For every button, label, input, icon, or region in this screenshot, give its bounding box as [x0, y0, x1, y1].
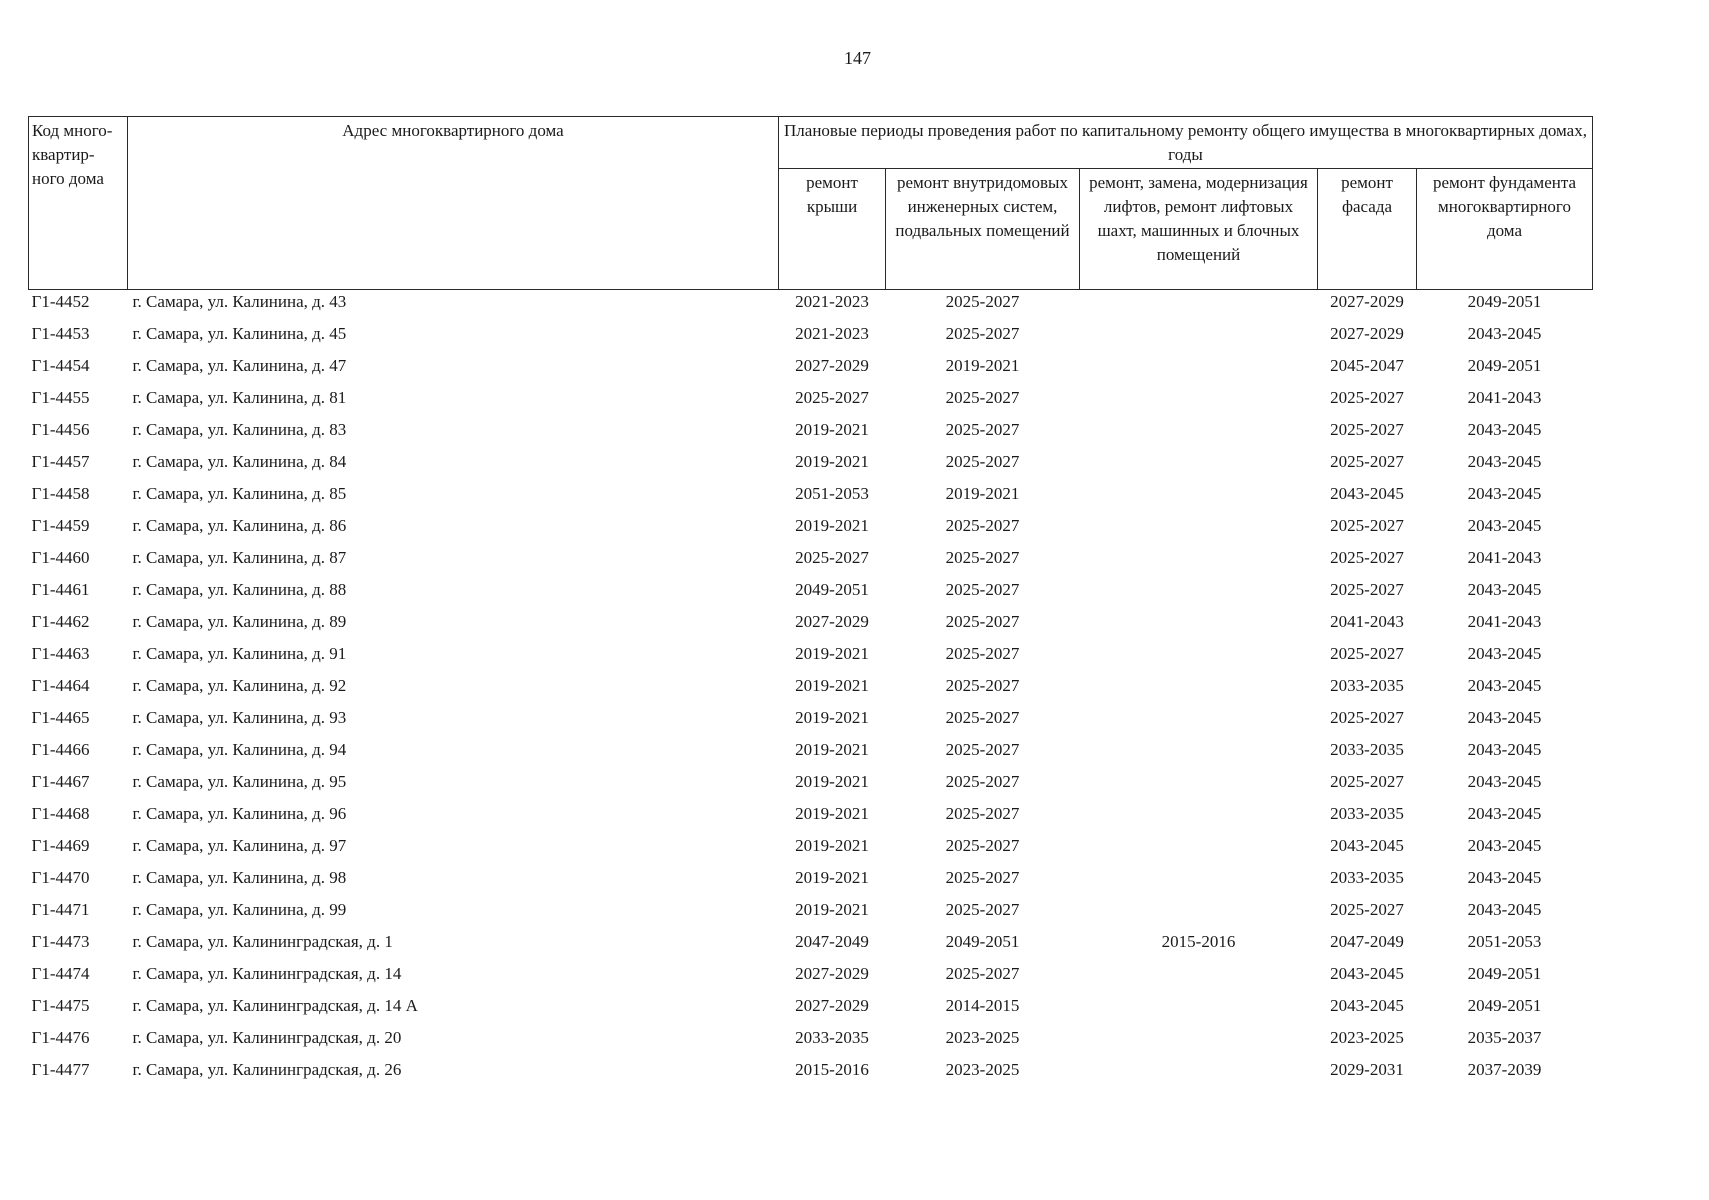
cell-foundation: 2043-2045 — [1467, 324, 1542, 343]
cell-foundation: 2041-2043 — [1467, 612, 1542, 631]
cell-code: Г1-4466 — [31, 740, 90, 759]
cell-address: г. Самара, ул. Калинина, д. 85 — [132, 484, 347, 503]
table-row — [29, 1026, 1593, 1058]
capital-repair-table — [28, 116, 1593, 1090]
cell-address: г. Самара, ул. Калинина, д. 89 — [132, 612, 347, 631]
cell-code: Г1-4471 — [31, 900, 90, 919]
cell-foundation: 2051-2053 — [1467, 932, 1542, 951]
cell-lifts: 2015-2016 — [1161, 932, 1236, 951]
cell-engineering: 2019-2021 — [945, 484, 1020, 503]
cell-lifts — [1080, 1026, 1318, 1058]
cell-roof: 2027-2029 — [795, 612, 869, 631]
cell-address: г. Самара, ул. Калинина, д. 83 — [132, 420, 347, 439]
cell-facade: 2033-2035 — [1330, 676, 1404, 695]
cell-address: г. Самара, ул. Калинина, д. 94 — [132, 740, 347, 759]
cell-foundation: 2037-2039 — [1467, 1060, 1542, 1079]
cell-lifts — [1080, 514, 1318, 546]
cell-facade: 2043-2045 — [1330, 996, 1404, 1015]
cell-code: Г1-4459 — [31, 516, 90, 535]
cell-code: Г1-4460 — [31, 548, 90, 567]
table-row — [29, 994, 1593, 1026]
table-row — [29, 418, 1593, 450]
cell-roof: 2015-2016 — [795, 1060, 869, 1079]
cell-facade: 2025-2027 — [1330, 900, 1404, 919]
table-row — [29, 482, 1593, 514]
cell-roof: 2019-2021 — [795, 452, 869, 471]
cell-lifts — [1080, 962, 1318, 994]
cell-facade: 2025-2027 — [1330, 644, 1404, 663]
cell-foundation: 2043-2045 — [1467, 420, 1542, 439]
cell-foundation: 2043-2045 — [1467, 676, 1542, 695]
table-row — [29, 514, 1593, 546]
cell-lifts — [1080, 450, 1318, 482]
cell-facade: 2029-2031 — [1330, 1060, 1404, 1079]
cell-lifts — [1080, 386, 1318, 418]
table-row — [29, 1058, 1593, 1090]
cell-address: г. Самара, ул. Калинина, д. 43 — [132, 292, 347, 311]
cell-foundation: 2043-2045 — [1467, 708, 1542, 727]
cell-code: Г1-4453 — [31, 324, 90, 343]
cell-foundation: 2043-2045 — [1467, 484, 1542, 503]
cell-roof: 2019-2021 — [795, 772, 869, 791]
cell-code: Г1-4455 — [31, 388, 90, 407]
cell-code: Г1-4462 — [31, 612, 90, 631]
cell-address: г. Самара, ул. Калинина, д. 93 — [132, 708, 347, 727]
cell-lifts — [1080, 1058, 1318, 1090]
cell-roof: 2019-2021 — [795, 516, 869, 535]
cell-foundation: 2049-2051 — [1467, 996, 1542, 1015]
cell-foundation: 2043-2045 — [1467, 836, 1542, 855]
cell-facade: 2043-2045 — [1330, 964, 1404, 983]
cell-roof: 2027-2029 — [795, 356, 869, 375]
cell-address: г. Самара, ул. Калинина, д. 99 — [132, 900, 347, 919]
cell-address: г. Самара, ул. Калининградская, д. 14 А — [132, 996, 418, 1015]
table-row — [29, 962, 1593, 994]
cell-address: г. Самара, ул. Калининградская, д. 26 — [132, 1060, 402, 1079]
table-row — [29, 930, 1593, 962]
cell-facade: 2025-2027 — [1330, 580, 1404, 599]
cell-facade: 2043-2045 — [1330, 484, 1404, 503]
cell-roof: 2025-2027 — [795, 548, 869, 567]
header-address: Адрес многоквартирного дома — [128, 117, 779, 290]
cell-lifts — [1080, 866, 1318, 898]
cell-roof: 2019-2021 — [795, 804, 869, 823]
cell-address: г. Самара, ул. Калинина, д. 96 — [132, 804, 347, 823]
cell-engineering: 2025-2027 — [945, 324, 1020, 343]
cell-address: г. Самара, ул. Калинина, д. 95 — [132, 772, 347, 791]
cell-lifts — [1080, 418, 1318, 450]
table-row — [29, 546, 1593, 578]
cell-lifts — [1080, 354, 1318, 386]
cell-roof: 2025-2027 — [795, 388, 869, 407]
cell-engineering: 2019-2021 — [945, 356, 1020, 375]
cell-code: Г1-4477 — [31, 1060, 90, 1079]
cell-address: г. Самара, ул. Калинина, д. 98 — [132, 868, 347, 887]
cell-engineering: 2014-2015 — [945, 996, 1020, 1015]
table-row — [29, 770, 1593, 802]
cell-foundation: 2041-2043 — [1467, 388, 1542, 407]
capital-repair-table-sheet — [28, 116, 1592, 1090]
cell-foundation: 2043-2045 — [1467, 516, 1542, 535]
cell-code: Г1-4470 — [31, 868, 90, 887]
cell-engineering: 2025-2027 — [945, 708, 1020, 727]
cell-facade: 2045-2047 — [1330, 356, 1404, 375]
cell-engineering: 2025-2027 — [945, 580, 1020, 599]
cell-engineering: 2025-2027 — [945, 900, 1020, 919]
cell-address: г. Самара, ул. Калинина, д. 45 — [132, 324, 347, 343]
cell-lifts — [1080, 898, 1318, 930]
page-number: 147 — [844, 48, 871, 68]
cell-address: г. Самара, ул. Калинина, д. 97 — [132, 836, 347, 855]
cell-facade: 2043-2045 — [1330, 836, 1404, 855]
cell-foundation: 2035-2037 — [1467, 1028, 1542, 1047]
cell-lifts — [1080, 610, 1318, 642]
cell-engineering: 2049-2051 — [945, 932, 1020, 951]
cell-foundation: 2043-2045 — [1467, 644, 1542, 663]
cell-roof: 2021-2023 — [795, 324, 869, 343]
cell-code: Г1-4476 — [31, 1028, 90, 1047]
cell-roof: 2021-2023 — [795, 292, 869, 311]
header-engineering: ремонт внутридомовых инженерных систем, подвальных помещений — [886, 169, 1080, 290]
cell-foundation: 2043-2045 — [1467, 868, 1542, 887]
cell-roof: 2019-2021 — [795, 644, 869, 663]
cell-engineering: 2023-2025 — [945, 1060, 1020, 1079]
cell-facade: 2025-2027 — [1330, 772, 1404, 791]
cell-engineering: 2025-2027 — [945, 804, 1020, 823]
cell-foundation: 2043-2045 — [1467, 452, 1542, 471]
cell-facade: 2033-2035 — [1330, 868, 1404, 887]
cell-address: г. Самара, ул. Калининградская, д. 1 — [132, 932, 393, 951]
cell-code: Г1-4456 — [31, 420, 90, 439]
cell-address: г. Самара, ул. Калинина, д. 92 — [132, 676, 347, 695]
cell-roof: 2019-2021 — [795, 868, 869, 887]
cell-foundation: 2049-2051 — [1467, 356, 1542, 375]
table-row — [29, 642, 1593, 674]
cell-roof: 2033-2035 — [795, 1028, 869, 1047]
cell-lifts — [1080, 834, 1318, 866]
cell-code: Г1-4474 — [31, 964, 90, 983]
cell-roof: 2047-2049 — [795, 932, 869, 951]
header-periods-title: Плановые периоды проведения работ по капитальному ремонту общего имущества в многоквартирных домах, годы — [779, 117, 1593, 169]
cell-engineering: 2025-2027 — [945, 548, 1020, 567]
cell-engineering: 2025-2027 — [945, 452, 1020, 471]
cell-code: Г1-4473 — [31, 932, 90, 951]
header-foundation: ремонт фундамента многоквартирного дома — [1417, 169, 1593, 290]
cell-roof: 2019-2021 — [795, 676, 869, 695]
cell-roof: 2019-2021 — [795, 420, 869, 439]
cell-engineering: 2025-2027 — [945, 868, 1020, 887]
cell-roof: 2027-2029 — [795, 996, 869, 1015]
header-roof: ремонт крыши — [779, 169, 886, 290]
cell-lifts — [1080, 642, 1318, 674]
cell-lifts — [1080, 738, 1318, 770]
cell-engineering: 2025-2027 — [945, 516, 1020, 535]
cell-foundation: 2043-2045 — [1467, 580, 1542, 599]
table-row — [29, 354, 1593, 386]
cell-code: Г1-4461 — [31, 580, 90, 599]
cell-address: г. Самара, ул. Калининградская, д. 20 — [132, 1028, 402, 1047]
cell-engineering: 2025-2027 — [945, 740, 1020, 759]
cell-code: Г1-4464 — [31, 676, 90, 695]
cell-engineering: 2025-2027 — [945, 612, 1020, 631]
cell-facade: 2023-2025 — [1330, 1028, 1404, 1047]
cell-code: Г1-4467 — [31, 772, 90, 791]
cell-code: Г1-4454 — [31, 356, 90, 375]
cell-code: Г1-4475 — [31, 996, 90, 1015]
cell-foundation: 2041-2043 — [1467, 548, 1542, 567]
cell-address: г. Самара, ул. Калинина, д. 87 — [132, 548, 347, 567]
cell-engineering: 2025-2027 — [945, 964, 1020, 983]
table-row — [29, 898, 1593, 930]
table-row — [29, 802, 1593, 834]
header-lifts: ремонт, замена, модернизация лифтов, ремонт лифтовых шахт, машинных и блочных помещений — [1080, 169, 1318, 290]
cell-foundation: 2043-2045 — [1467, 740, 1542, 759]
cell-address: г. Самара, ул. Калинина, д. 81 — [132, 388, 347, 407]
cell-roof: 2019-2021 — [795, 836, 869, 855]
cell-code: Г1-4469 — [31, 836, 90, 855]
cell-facade: 2041-2043 — [1330, 612, 1404, 631]
cell-facade: 2025-2027 — [1330, 452, 1404, 471]
cell-facade: 2027-2029 — [1330, 292, 1404, 311]
cell-address: г. Самара, ул. Калинина, д. 47 — [132, 356, 347, 375]
cell-lifts — [1080, 546, 1318, 578]
cell-lifts — [1080, 290, 1318, 323]
cell-roof: 2027-2029 — [795, 964, 869, 983]
cell-lifts — [1080, 994, 1318, 1026]
cell-roof: 2019-2021 — [795, 740, 869, 759]
header-facade: ремонт фасада — [1318, 169, 1417, 290]
cell-foundation: 2043-2045 — [1467, 804, 1542, 823]
cell-facade: 2025-2027 — [1330, 516, 1404, 535]
cell-roof: 2051-2053 — [795, 484, 869, 503]
cell-code: Г1-4465 — [31, 708, 90, 727]
cell-lifts — [1080, 482, 1318, 514]
cell-roof: 2049-2051 — [795, 580, 869, 599]
cell-foundation: 2043-2045 — [1467, 772, 1542, 791]
cell-facade: 2033-2035 — [1330, 804, 1404, 823]
cell-facade: 2025-2027 — [1330, 388, 1404, 407]
cell-engineering: 2025-2027 — [945, 644, 1020, 663]
table-row — [29, 610, 1593, 642]
table-row — [29, 450, 1593, 482]
cell-facade: 2025-2027 — [1330, 708, 1404, 727]
cell-engineering: 2025-2027 — [945, 292, 1020, 311]
table-body — [29, 290, 1593, 1091]
cell-lifts — [1080, 706, 1318, 738]
cell-facade: 2027-2029 — [1330, 324, 1404, 343]
table-row — [29, 290, 1593, 323]
table-header — [29, 117, 1593, 290]
cell-roof: 2019-2021 — [795, 708, 869, 727]
table-row — [29, 322, 1593, 354]
cell-foundation: 2043-2045 — [1467, 900, 1542, 919]
table-row — [29, 674, 1593, 706]
table-row — [29, 738, 1593, 770]
cell-facade: 2033-2035 — [1330, 740, 1404, 759]
cell-roof: 2019-2021 — [795, 900, 869, 919]
cell-code: Г1-4457 — [31, 452, 90, 471]
cell-address: г. Самара, ул. Калинина, д. 86 — [132, 516, 347, 535]
cell-address: г. Самара, ул. Калинина, д. 84 — [132, 452, 347, 471]
table-row — [29, 386, 1593, 418]
cell-engineering: 2025-2027 — [945, 836, 1020, 855]
table-row — [29, 578, 1593, 610]
cell-address: г. Самара, ул. Калинина, д. 91 — [132, 644, 347, 663]
cell-lifts — [1080, 674, 1318, 706]
cell-code: Г1-4458 — [31, 484, 90, 503]
cell-foundation: 2049-2051 — [1467, 964, 1542, 983]
table-row — [29, 834, 1593, 866]
cell-engineering: 2025-2027 — [945, 772, 1020, 791]
cell-facade: 2025-2027 — [1330, 548, 1404, 567]
cell-engineering: 2025-2027 — [945, 676, 1020, 695]
cell-code: Г1-4452 — [31, 292, 90, 311]
cell-lifts — [1080, 770, 1318, 802]
cell-facade: 2025-2027 — [1330, 420, 1404, 439]
table-row — [29, 706, 1593, 738]
cell-engineering: 2023-2025 — [945, 1028, 1020, 1047]
cell-lifts — [1080, 322, 1318, 354]
cell-engineering: 2025-2027 — [945, 420, 1020, 439]
cell-address: г. Самара, ул. Калининградская, д. 14 — [132, 964, 402, 983]
cell-lifts — [1080, 802, 1318, 834]
cell-code: Г1-4468 — [31, 804, 90, 823]
cell-facade: 2047-2049 — [1330, 932, 1404, 951]
cell-engineering: 2025-2027 — [945, 388, 1020, 407]
table-row — [29, 866, 1593, 898]
cell-lifts — [1080, 578, 1318, 610]
header-code: Код много-квартир-ного дома — [29, 117, 128, 290]
cell-code: Г1-4463 — [31, 644, 90, 663]
cell-address: г. Самара, ул. Калинина, д. 88 — [132, 580, 347, 599]
cell-foundation: 2049-2051 — [1467, 292, 1542, 311]
